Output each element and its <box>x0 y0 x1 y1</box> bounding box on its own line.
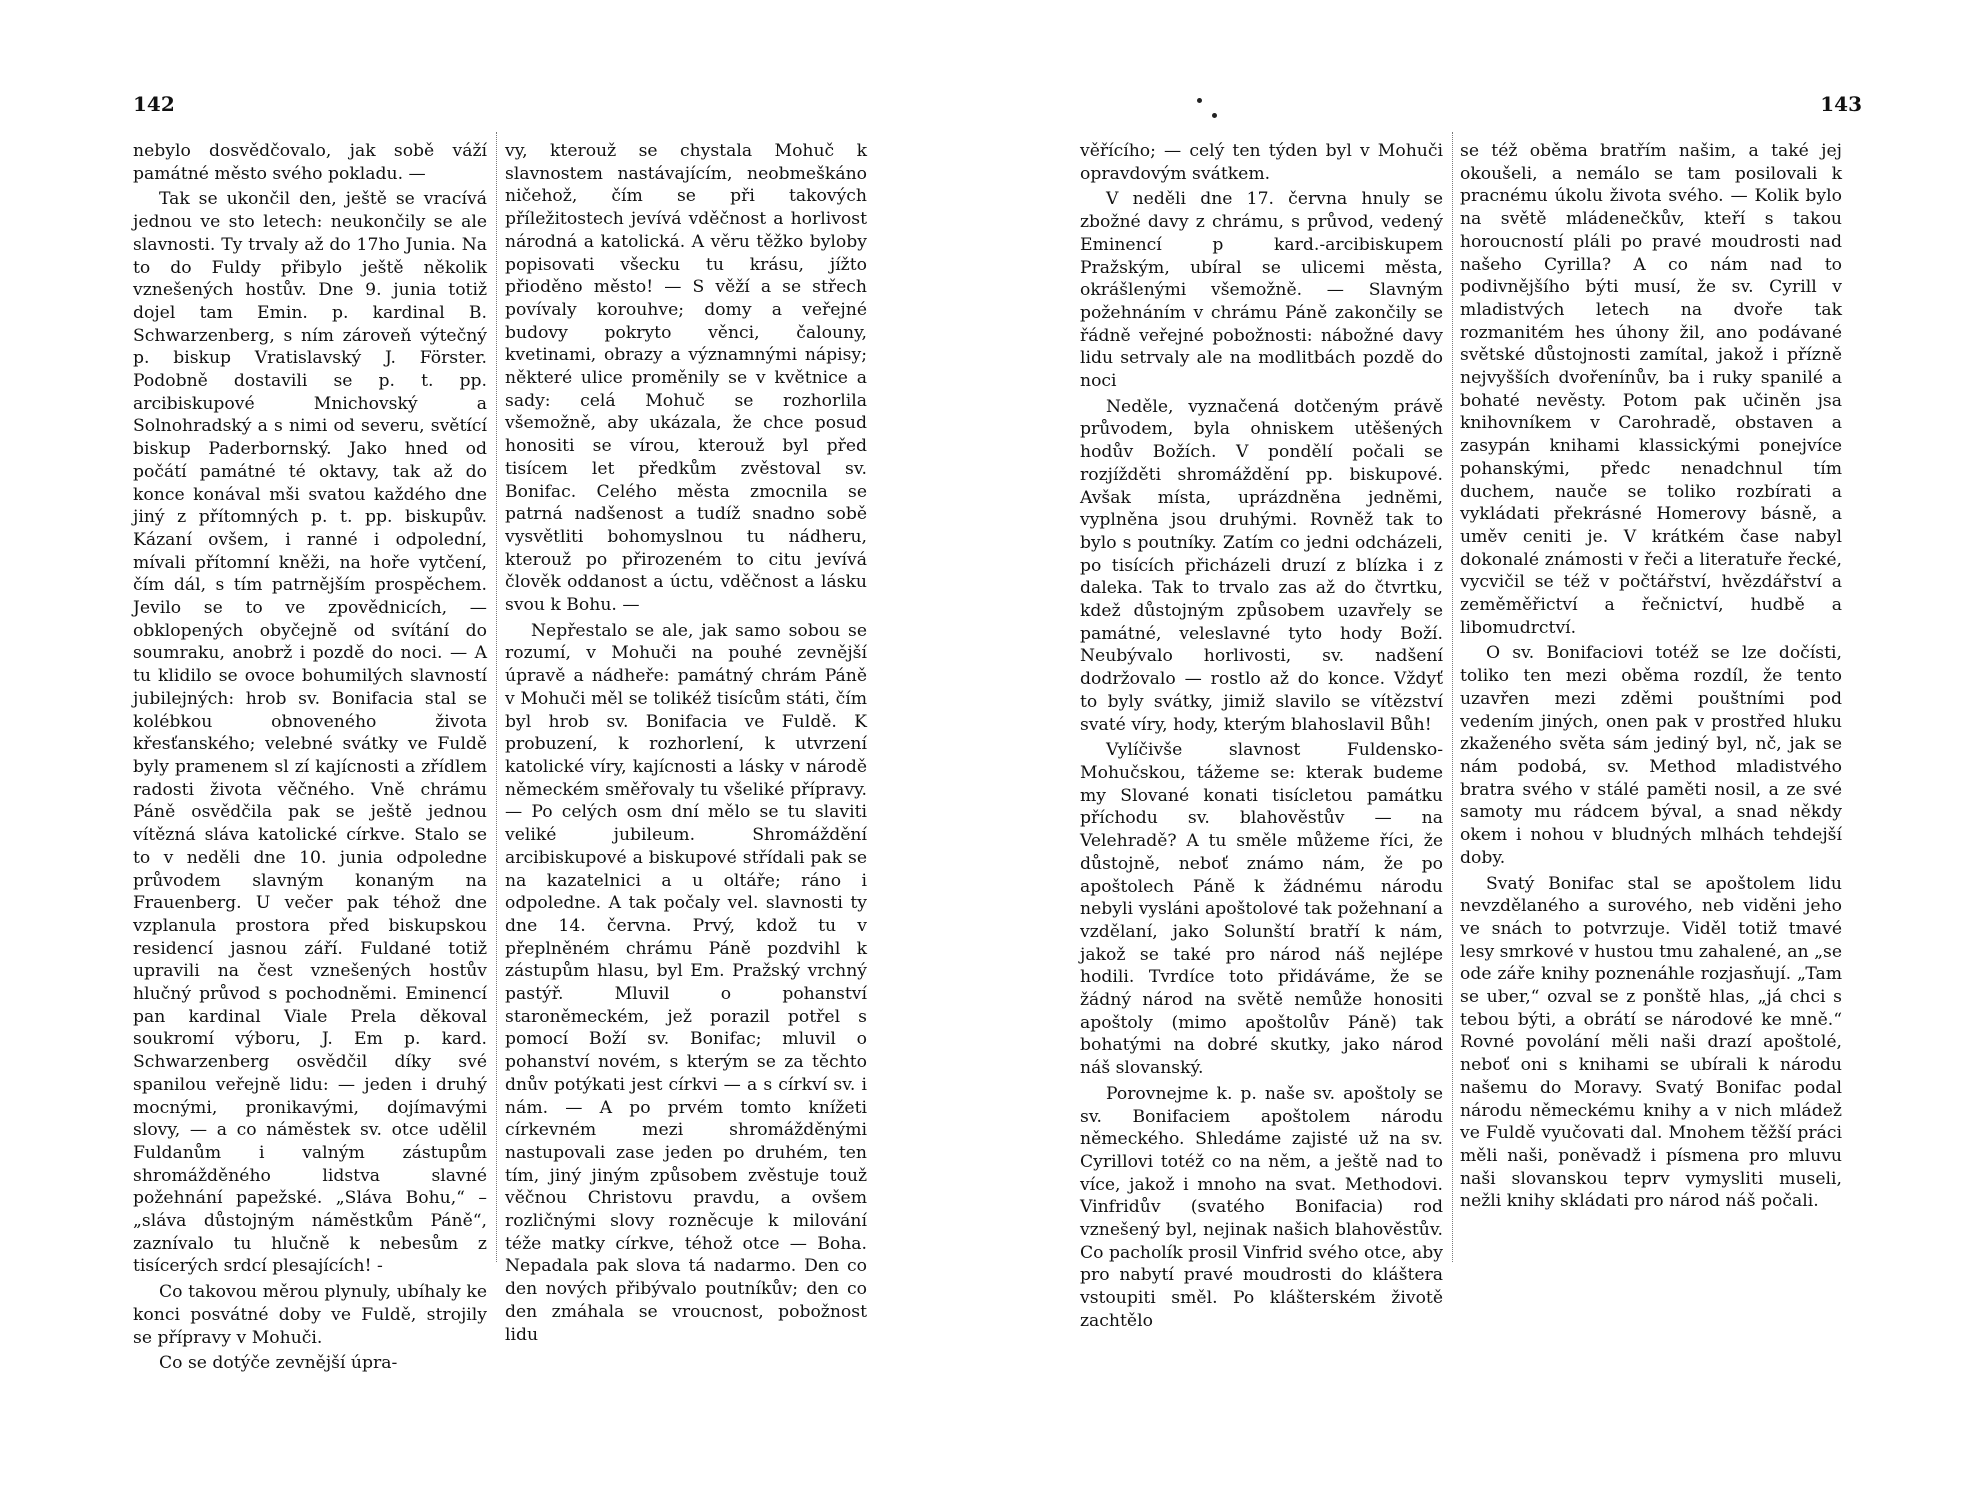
paragraph: se též oběma bratřím našim, a také jej okoušeli, a nemálo se tam posilovali k pracnému úkolu života svého. — Kolik bylo na světě mládenečkův, kteří s takou horoucností pláli po pravé moudrosti nad našeho Cyrilla? A co nám nad to podivnějšího býti musí, že sv. Cyrill v mladistvých letech na dvoře tak rozmanitém hes úhony žil, ano podávané světské důstojnosti zamítal, jakož i přízně nejvyšších dvořenínův, ba i ruky spanilé a bohaté nevěsty. Potom pak učiněn jsa knihovníkem v Carohradě, obstaven a zasypán knihami klassickými ponejvíce pohanskými, předc nenadchnul tím duchem, nauče se toliko rozbírati a vykládati překrásné Homerovy básně, a uměv ceniti je. V krátkém čase nabyl dokonalé známosti v řeči a literatuře řecké, vycvičil se též v počtářství, hvězdářství a zeměměřictví a řečnictví, hudbě a libomudrctví. <box>1460 141 1842 638</box>
paragraph: Neděle, vyznačená dotčeným právě průvodem, byla ohniskem utěšených hodův Božích. V pondělí počali se rozjížděti shromáždění pp. biskupové. Avšak místa, uprázdněna jedněmi, vyplněna jsou druhými. Rovněž tak to bylo s poutníky. Zatím co jedni odcházeli, po tisících přicházeli druzí z blízka i z daleka. Tak to trvalo zas až do čtvrtku, kdež důstojným způsobem uzavřely se památné, veleslavné tyto hody Boží. Neubývalo horlivosti, sv. nadšení dodržovalo — rostlo až do konce. Vždyť to byly svátky, jimiž slavilo se vítězství svaté víry, hody, kterým blahoslavil Bůh! <box>1080 396 1443 735</box>
paragraph: Co takovou měrou plynuly, ubíhaly ke konci posvátné doby ve Fuldě, strojily se přípravy v Mohuči. <box>133 1282 487 1348</box>
paragraph: O sv. Bonifaciovi totéž se lze dočísti, toliko ten mezi oběma rozdíl, že tento uzavřen mezi zděmi pouštními pod vedením jiných, onen pak v prostřed hluku zkaženého světa sám jediný byl, nč, jak se nám podobá, sv. Method mladistvého bratra svého v stálé paměti nosil, a ze své samoty mu rádcem býval, a snad někdy okem i nohou v bludných mlhách tehdejší doby. <box>1460 643 1842 868</box>
paragraph: Co se dotýče zevnější úpra- <box>159 1353 398 1374</box>
paragraph: Tak se ukončil den, ještě se vracívá jednou ve sto letech: neukončily se ale slavnosti. Ty trvaly až do 17ho Junia. Na to do Fuldy přibylo ještě několik vznešených hostův. Dne 9. junia totiž dojel tam Emin. p. kardinal B. Schwarzenberg, s ním zároveň výtečný p. biskup Vratislavský J. Förster. Podobně dostavili se p. t. pp. arcibiskupové Mnichovský a Solnohradský a s nimi od severu, světící biskup Paderbornský. Jako hned od počátí památné té oktavy, tak až do konce konával mši svatou každého dne jiný z přítomných p. t. pp. biskupův. Kázaní ovšem, i ranné i odpolední, mívali přítomní kněži, na hoře vytčení, čím dál, s tím patrnějším prospěchem. Jevilo se to ve zpovědnicích, — obklopených obyčejně od svítání do soumraku, anobrž i pozdě do noci. — A tu klidilo se ovoce bohumilých slavností jubilejných: hrob sv. Bonifacia stal se kolébkou obnoveného života křesťanského; velebné svátky ve Fuldě byly pramenem sl zí kajícnosti a zřídlem radosti života věčného. Vně chrámu Páně osvědčila pak se ještě jednou vítězná sláva katolické církve. Stalo se to v neděli dne 10. junia odpoledne průvodem slavným konaným na Frauenberg. U večer pak téhož dne vzplanula prostora před biskupskou residencí jasnou září. Fuldané totiž upravili na čest vznešených hostův hlučný průvod s pochodněmi. Eminencí pan kardinal Viale Prela děkoval soukromí výboru, J. Em p. kard. Schwarzenberg osvědčil díky své spanilou veřejně lidu: — jeden i druhý mocnými, pronikavými, dojímavými slovy, — a co náměstek sv. otce udělil Fuldanům i valným zástupům shromážděného lidstva slavné požehnání papežské. „Sláva Bohu,“ – „sláva důstojným náměstkům Páně“, zaznívalo tu hlučně k nebesům z tisícerých srdcí plesajících! - <box>133 189 487 1277</box>
paragraph: vy, kterouž se chystala Mohuč k slavnostem nastávajícím, neobmeškáno ničehož, čím se při takových příležitostech jevívá vděčnost a horlivost národná a katolická. A věru těžko byloby popisovati všecku tu krásu, jížto přioděno město! — S věží a se střech povívaly korouhve; domy a veřejné budovy pokryto věnci, čalouny, kvetinami, obrazy a významnými nápisy; některé ulice proměnily se v květnice a sady: celá Mohuč se rozhorlila všemožně, aby ukázala, že chce posud honositi se vírou, kterouž byl před tisícem let předkům zvěstoval sv. Bonifac. Celého města zmocnila se patrná nadšenost a tudíž snadno sobě vysvětliti bohomyslnou tu nádheru, kterouž po přirozeném to citu jevívá člověk oddanost a úctu, vděčnost a lásku svou k Bohu. — <box>505 141 867 616</box>
page-number: 143 <box>1820 92 1862 116</box>
paragraph: Nepřestalo se ale, jak samo sobou se rozumí, v Mohuči na pouhé zevnější úpravě a nádheře: památný chrám Páně v Mohuči měl se tolikéž tisícům státi, čím byl hrob sv. Bonifacia ve Fuldě. K probuzení, k rozhorlení, k utvrzení katolické víry, kajícnosti a lásky v národě německém směřovaly tu všeliké přípravy. — Po celých osm dní mělo se tu slaviti veliké jubileum. Shromáždění arcibiskupové a biskupové střídali pak se na kazatelnici a u oltáře; ráno i odpoledne. A tak počaly vel. slavnosti ty dne 14. června. Prvý, kdož tu v přeplněném chrámu Páně pozdvihl k zástupům hlasu, byl Em. Pražský vrchný pastýř. Mluvil o pohanství staroněmeckém, jež porazil potřel s pomocí Boží sv. Bonifac; mluvil o pohanství novém, s kterým se za těchto dnův potýkati jest církvi — a s církví sv. i nám. — A po prvém tomto knížeti církevném mezi shromážděnými nastupovali zase jeden po druhém, ten tím, jiný jiným způsobem zvěstuje touž věčnou Christovu pravdu, a ovšem rozličnými slovy rozněcuje k milování téže matky církve, téhož otce — Boha. Nepadala pak slova tá nadarmo. Den co den nových přibývalo poutníkův; den co den zmáhala se vroucnost, pobožnost lidu <box>505 620 867 1345</box>
paragraph: V neděli dne 17. června hnuly se zbožné davy z chrámu, s průvod, vedený Eminencí p kard.-arcibiskupem Pražským, ubíral se ulicemi města, okrášlenými všemožně. — Slavným požehnáním v chrámu Páně zakončily se řádně veřejné pobožnosti: nábožné davy lidu setrvaly ale na modlitbách pozdě do noci <box>1080 189 1443 392</box>
column-divider <box>1452 132 1453 1262</box>
bullet-mark-icon <box>1197 98 1202 103</box>
text-column-2 <box>1460 140 1842 1213</box>
right-page <box>981 0 1962 1500</box>
text-column-1 <box>1080 140 1443 1333</box>
paragraph: Svatý Bonifac stal se apoštolem lidu nevzdělaného a surového, neb viděni jeho ve snách to potvrzuje. Viděl totiž tmavé lesy smrkové v hustou tmu zahalené, an „se ode záře knihy poznenáhle rozjasňují. „Tam se uber,“ ozval se z ponště hlas, „já chci s tebou býti, a obrátí se národové ke mně.“ Rovné povolání měli naši drazí apoštolé, neboť oni s knihami se ubírali k národu našemu do Moravy. Svatý Bonifac podal národu německému knihy a v nich mládež ve Fuldě vyučovati dal. Mnohem těžší práci měli naši, poněvadž i písmena pro mluvu naši slovanskou teprv vymysliti museli, nežli knihy skládati pro národ náš počali. <box>1460 873 1842 1212</box>
paragraph: věřícího; — celý ten týden byl v Mohuči opravdovým svátkem. <box>1080 141 1443 184</box>
page-number: 142 <box>133 92 175 116</box>
text-column-2 <box>505 140 867 1346</box>
column-divider <box>496 132 497 1262</box>
text-column-1 <box>133 140 487 1375</box>
paragraph: Porovnejme k. p. naše sv. apoštoly se sv. Bonifaciem apoštolem národu německého. Shledáme zajisté už na sv. Cyrillovi totéž co na něm, a ještě nad to více, jakož i mnoho na svat. Methodovi. Vinfridův (svatého Bonifacia) rod vznešený byl, nejinak našich blahověstův. Co pacholík prosil Vinfrid svého otce, aby pro nabytí pravé moudrosti do kláštera vstoupiti směl. Po klášterském životě zachtělo <box>1080 1083 1443 1331</box>
paragraph: Vylíčivše slavnost Fuldensko-Mohučskou, tážeme se: kterak budeme my Slované konati tisícletou památku příchodu sv. blahověstův — na Velehradě? A tu směle můžeme říci, že důstojně, neboť známo nám, že po apoštolech Páně k žádnému národu nebyli vysláni apoštolové tak požehnaní a vzdělaní, jako Solunští bratří k nám, jakož se také pro národ náš nejlépe hodili. Tvrdíce toto přidáváme, že se žádný národ na světě nemůže honositi apoštoly (mimo apoštolův Páně) tak bohatými na dobré skutky, jako národ náš slovanský. <box>1080 740 1443 1079</box>
bullet-mark-icon <box>1212 113 1217 118</box>
paragraph: nebylo dosvědčovalo, jak sobě váží památné město svého pokladu. — <box>133 141 487 184</box>
